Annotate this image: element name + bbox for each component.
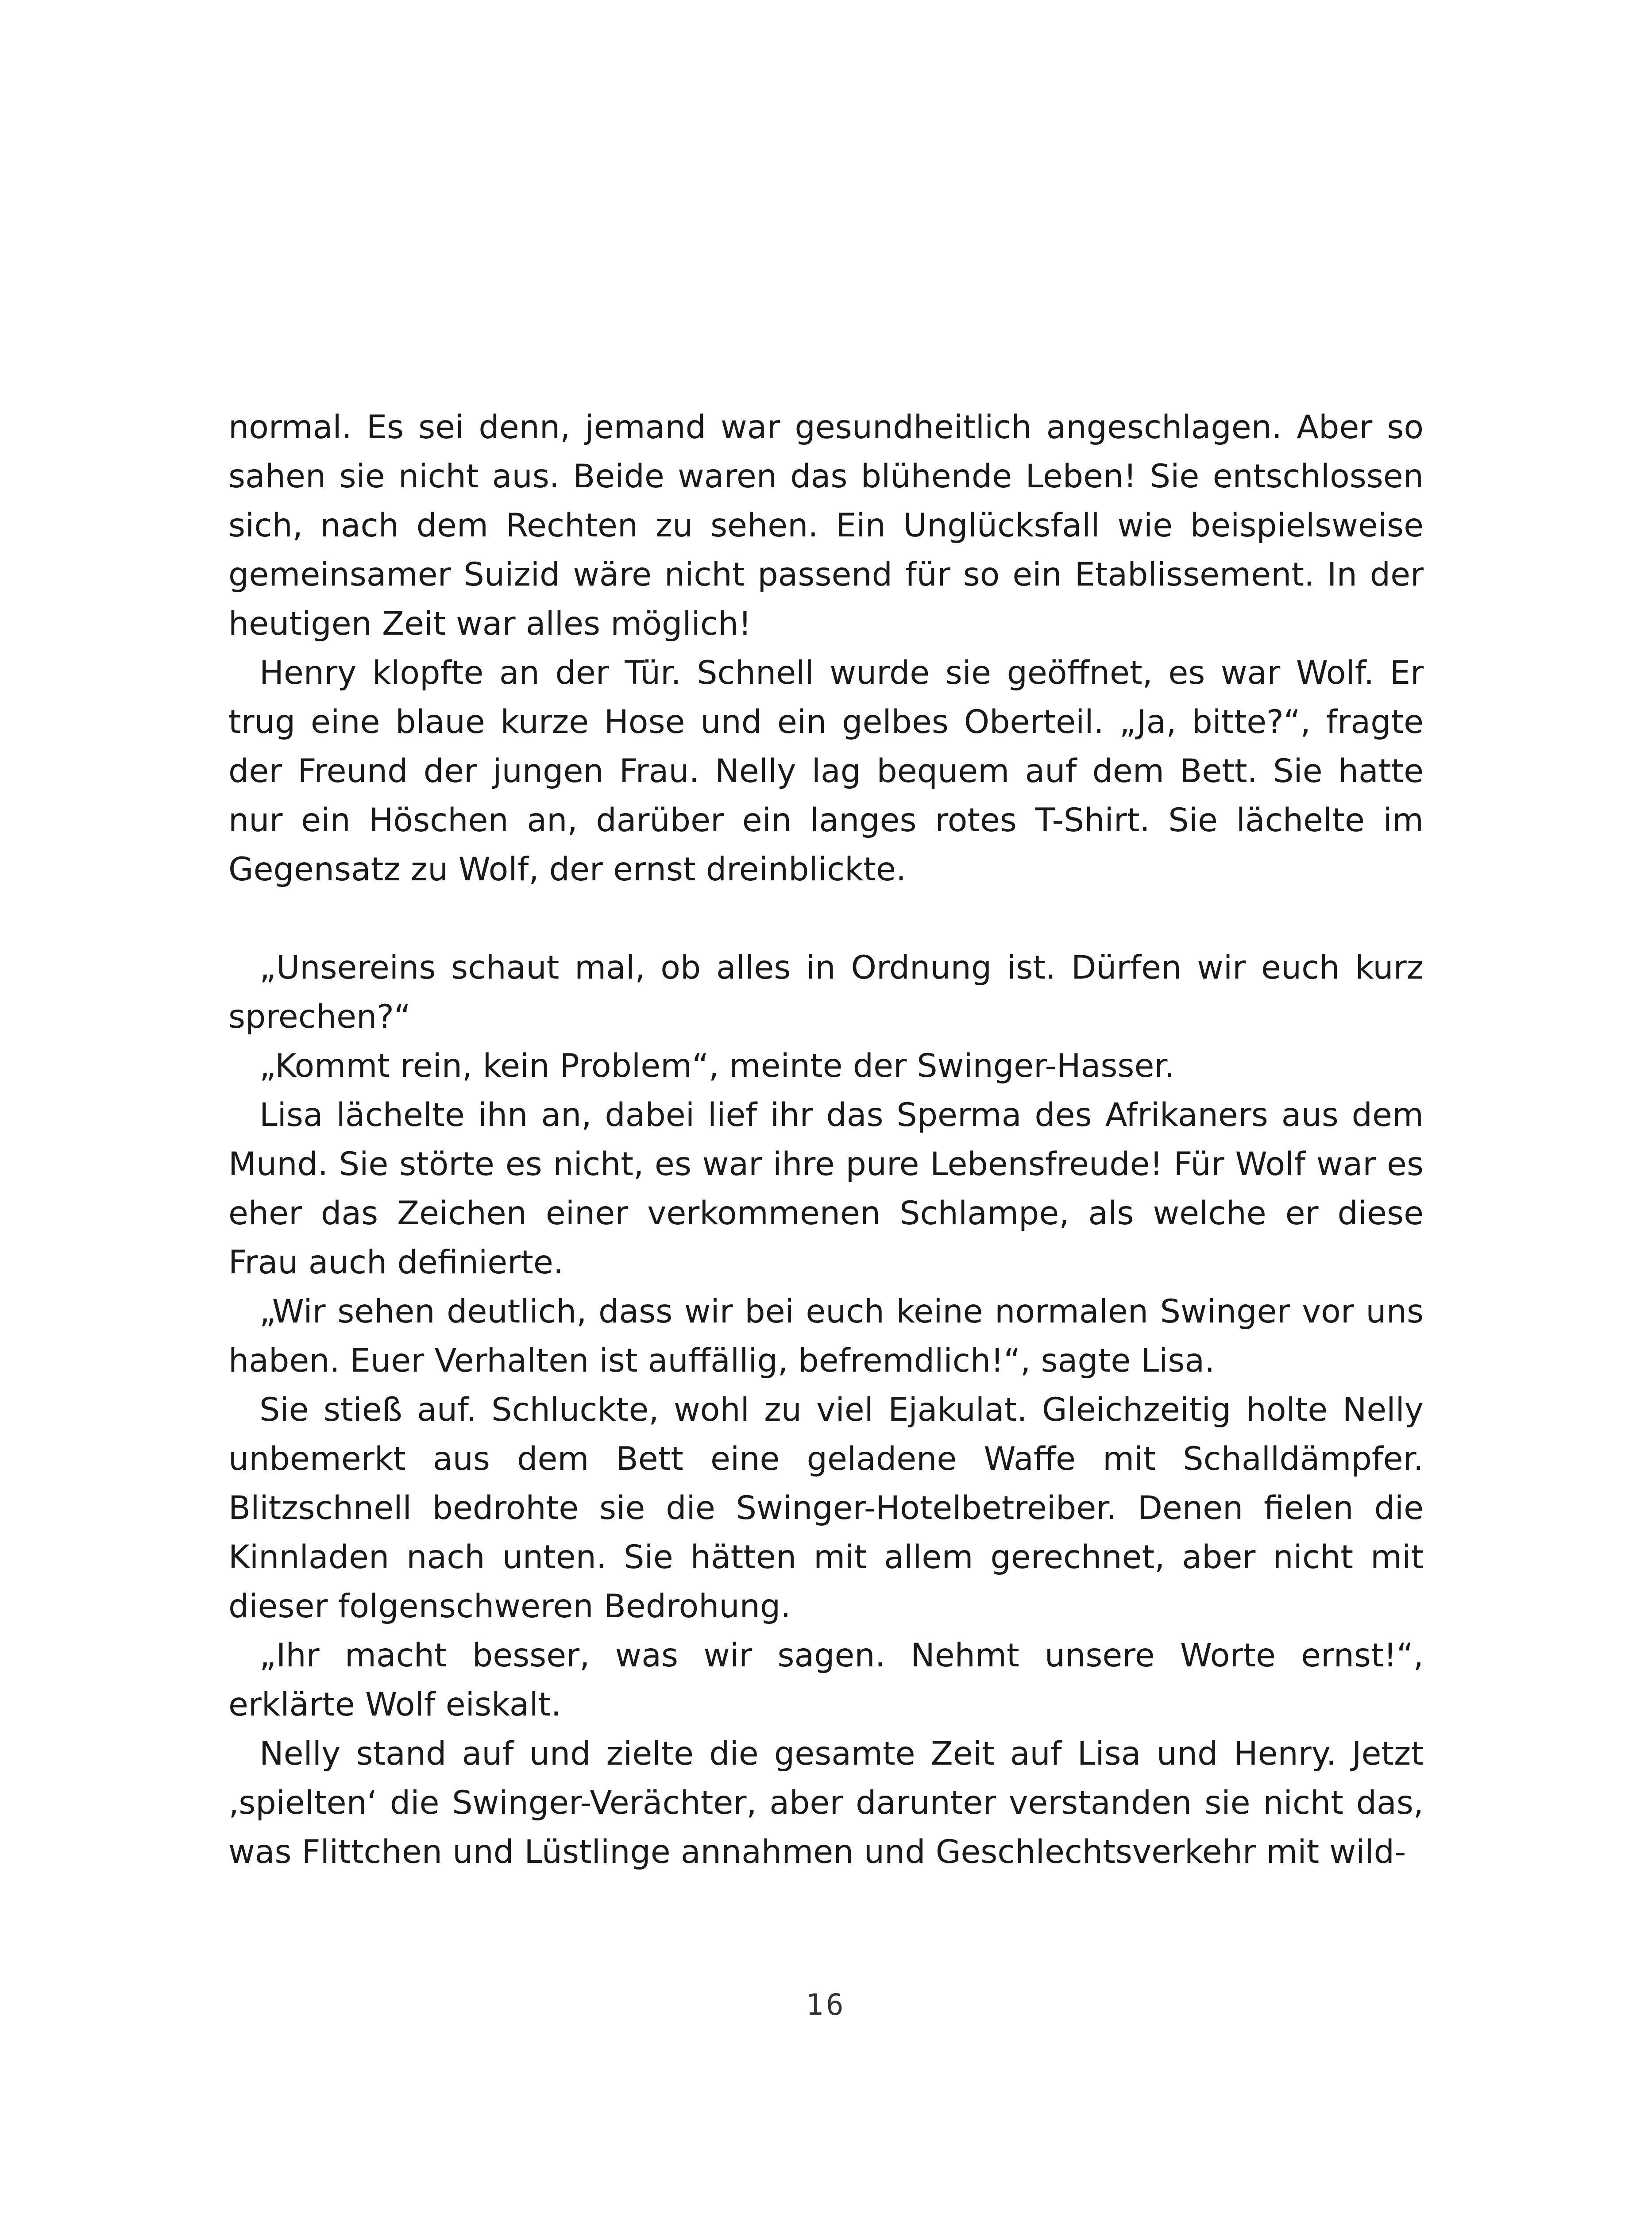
paragraph-3: „Unsereins schaut mal, ob alles in Ordnung ist. Dürfen wir euch kurz sprechen?“ xyxy=(228,949,1424,1036)
paragraph-2: Henry klopfte an der Tür. Schnell wurde sie geöffnet, es war Wolf. Er trug eine blaue kurze Hose und ein gelbes Oberteil. „Ja, bitte?“, fragte der Freund der jungen Frau. Nelly lag bequem auf dem Bett. Sie hatte nur ein Höschen an, darüber ein langes rotes T-Shirt. Sie lächelte im Gegensatz zu Wolf, der ernst dreinblickte. xyxy=(228,654,1424,888)
paragraph-7: Sie stieß auf. Schluckte, wohl zu viel Ejakulat. Gleichzeitig holte Nelly unbemerkt aus dem Bett eine geladene Waffe mit Schalldämpfer. Blitzschnell bedrohte sie die Swinger-Hotelbetreiber. Denen fielen die Kinnladen nach unten. Sie hätten mit allem gerechnet, aber nicht mit dieser folgenschweren Bedrohung. xyxy=(228,1391,1424,1625)
paragraph-4: „Kommt rein, kein Problem“, meinte der Swinger-Hasser. xyxy=(259,1047,1175,1085)
paragraph-1: normal. Es sei denn, jemand war gesundheitlich angeschlagen. Aber so sahen sie nicht aus. Beide waren das blühende Leben! Sie entschlossen sich, nach dem Rechten zu sehen. Ein Unglücksfall wie beispielsweise gemeinsamer Suizid wäre nicht passend für so ein Etablissement. In der heutigen Zeit war alles möglich! xyxy=(228,409,1424,643)
paragraph-5: Lisa lächelte ihn an, dabei lief ihr das Sperma des Afrikaners aus dem Mund. Sie störte es nicht, es war ihre pure Lebensfreude! Für Wolf war es eher das Zeichen einer verkommenen Schlampe, als welche er diese Frau auch definierte. xyxy=(228,1096,1424,1281)
paragraph-8: „Ihr macht besser, was wir sagen. Nehmt unsere Worte ernst!“, erklärte Wolf eiskalt. xyxy=(228,1637,1424,1723)
body-text xyxy=(228,403,1424,1877)
page-number: 16 xyxy=(806,1988,846,2022)
paragraph-6: „Wir sehen deutlich, dass wir bei euch keine normalen Swinger vor uns haben. Euer Verhalten ist auffällig, befremdlich!“, sagte Lisa. xyxy=(228,1293,1424,1380)
paragraph-9: Nelly stand auf und zielte die gesamte Zeit auf Lisa und Henry. Jetzt ‚spielten‘ die Swinger-Verächter, aber darunter verstanden sie nicht das, was Flittchen und Lüstlinge annahmen und Geschlechtsverkehr mit wild- xyxy=(228,1735,1424,1871)
